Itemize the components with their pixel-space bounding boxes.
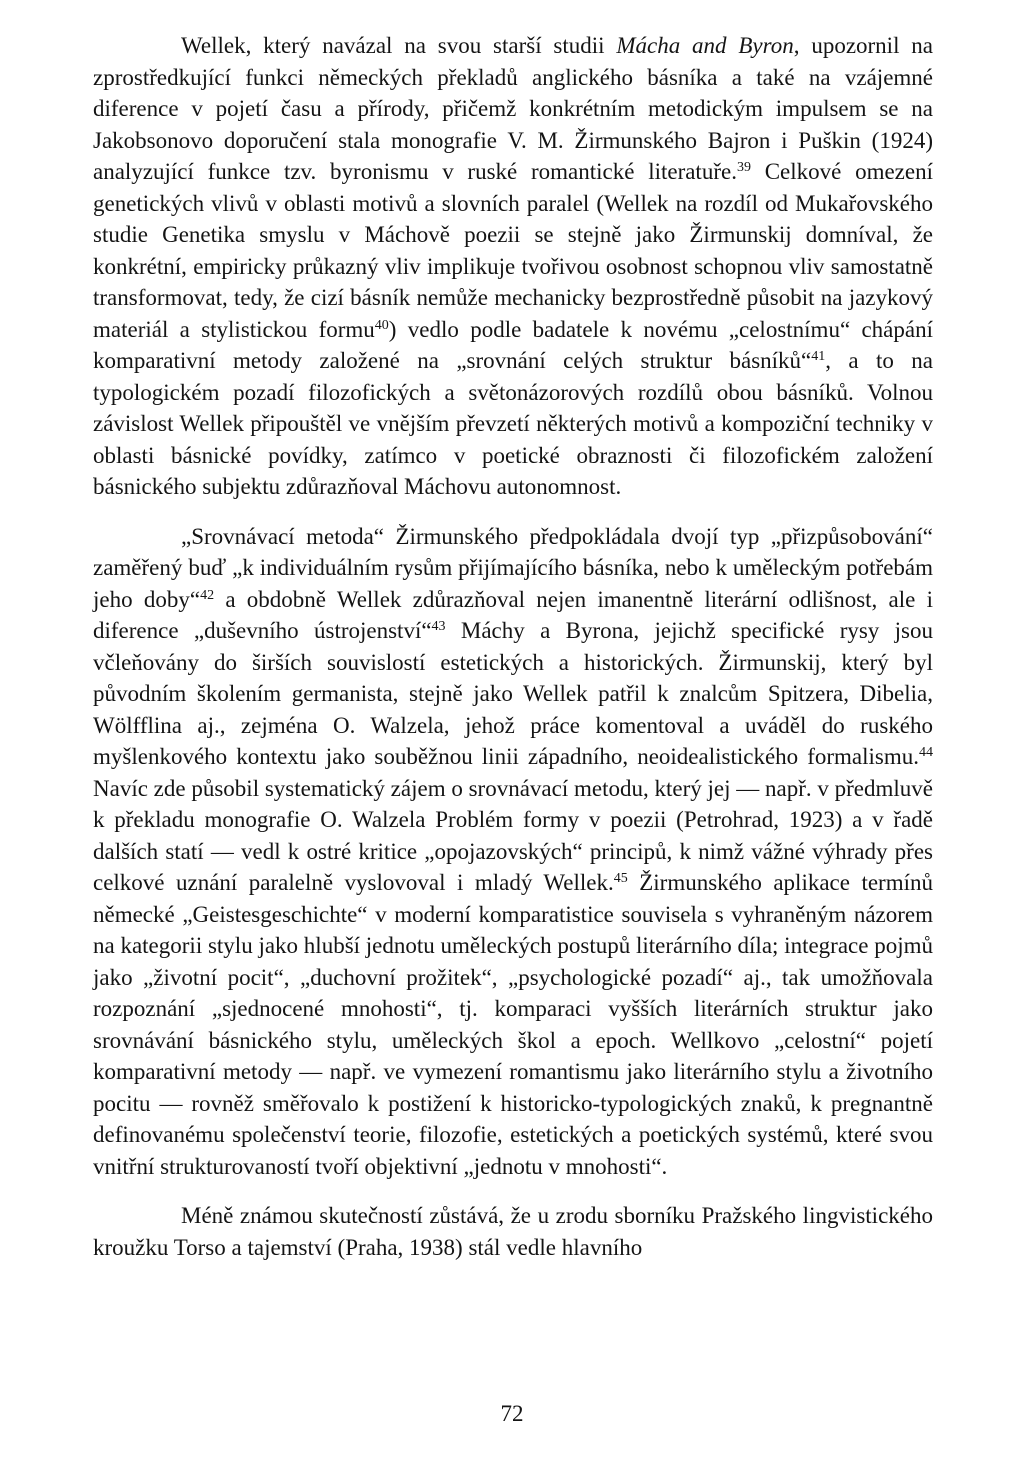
text-run: , upozornil na zprostředkující funkci německých překladů anglického básníka a také na vzájemné diference v pojetí času a přírody, přičemž konkrétním metodickým impulsem se na Jakobsonovo doporučení stala monografie V. M. Žirmunského Bajron i Puškin (1924) analyzující funkce tzv. byronismu v ruské romantické literatuře. [93, 33, 933, 184]
footnote-ref: 44 [919, 745, 933, 760]
footnote-ref: 39 [736, 160, 751, 175]
page-number: 72 [500, 1401, 524, 1426]
text-run: Celkové omezení genetických vlivů v oblasti motivů a slovních paralel (Wellek na rozdíl od Mukařovského studie Genetika smyslu v Máchově poezii se stejně jako Žirmunskij domníval, že konkrétní, empiricky průkazný vliv implikuje tvořivou osobnost schopnou vliv samostatně transformovat, tedy, že cizí básník nemůže mechanicky bezprostředně působit na jazykový materiál a stylistickou formu [93, 159, 933, 342]
footnote-ref: 45 [613, 871, 628, 886]
footnote-ref: 40 [374, 317, 389, 333]
footnote-ref: 42 [200, 587, 215, 603]
paragraph-1 [93, 30, 933, 503]
italic-title: Mácha and Byron [616, 33, 794, 58]
text-run: Wellek, který navázal na svou starší studii [181, 33, 617, 58]
text-run: Žirmunského aplikace termínů německé „Geistesgeschichte“ v moderní komparatistice souvisela s vyhraněným názorem na kategorii stylu jako hlubší jednotu uměleckých postupů literárního díla; integrace pojmů jako „životní pocit“, „duchovní prožitek“, „psychologické pozadí“ aj., tak umožňovala rozpoznání „sjednocené mnohosti“, tj. komparaci vyšších literárních struktur jako srovnávání básnického stylu, uměleckých škol a epoch. Wellkovo „celostní“ pojetí komparativní metody — např. ve vymezení romantismu jako literárního stylu a životního pocitu — rovněž směřovalo k postižení k historicko-typologických znaků, k pregnantně definovanému společenství teorie, filozofie, estetických a poetických systémů, které svou vnitřní strukturovaností tvoří objektivní „jednotu v mnohosti“. [93, 870, 933, 1179]
text-run: „Srovnávací metoda“ Žirmunského předpokládala dvojí typ „přizpůsobování“ zaměřený buď „k individuálním rysům přijímajícího básníka, nebo k uměleckým potřebám jeho doby“ [93, 523, 933, 612]
footnote-ref: 43 [431, 619, 446, 634]
text-run: Navíc zde působil systematický zájem o srovnávací metodu, který jej — např. v předmluvě k překladu monografie O. Walzela Problém formy v poezii (Petrohrad, 1923) a v řadě dalších statí — vedl k ostré kritice „opojazovských“ principů, k nimž vážné výhrady přes celkové uznání paralelně vyslovoval i mladý Wellek. [93, 775, 933, 895]
paragraph-3 [93, 1200, 933, 1263]
text-run: a obdobně Wellek zdůrazňoval nejen imanentně literární odlišnost, ale i diference „duševního ústrojenství“ [93, 586, 934, 643]
page-body [93, 30, 933, 1263]
text-run: , a to na typologickém pozadí filozofických a světonázorových rozdílů obou básníků. Volnou závislost Wellek připouštěl ve vnějším převzetí některých motivů a kompoziční techniky v oblasti básnické povídky, zatímco v poetické obraznosti či filozofickém založení básnického subjektu zdůrazňoval Máchovu autonomnost. [93, 348, 933, 499]
footnote-ref: 41 [811, 349, 826, 364]
paragraph-2 [93, 521, 933, 1183]
text-run: Máchy a Byrona, jejichž specifické rysy jsou včleňovány do širších souvislostí estetických a historických. Žirmunskij, který byl původním školením germanista, stejně jako Wellek patřil k znalcům Spitzera, Dibelia, Wölfflina aj., zejména O. Walzela, jehož práce komentoval a uváděl do ruského myšlenkového kontextu jako souběžnou linii západního, neoidealistického formalismu. [93, 618, 933, 769]
text-run: Méně známou skutečností zůstává, že u zrodu sborníku Pražského lingvistického kroužku Torso a tajemství (Praha, 1938) stál vedle hlavního [93, 1203, 933, 1260]
text-run: ) vedlo podle badatele k novému „celostnímu“ chápání komparativní metody založené na „srovnání celých struktur básníků“ [93, 316, 933, 373]
